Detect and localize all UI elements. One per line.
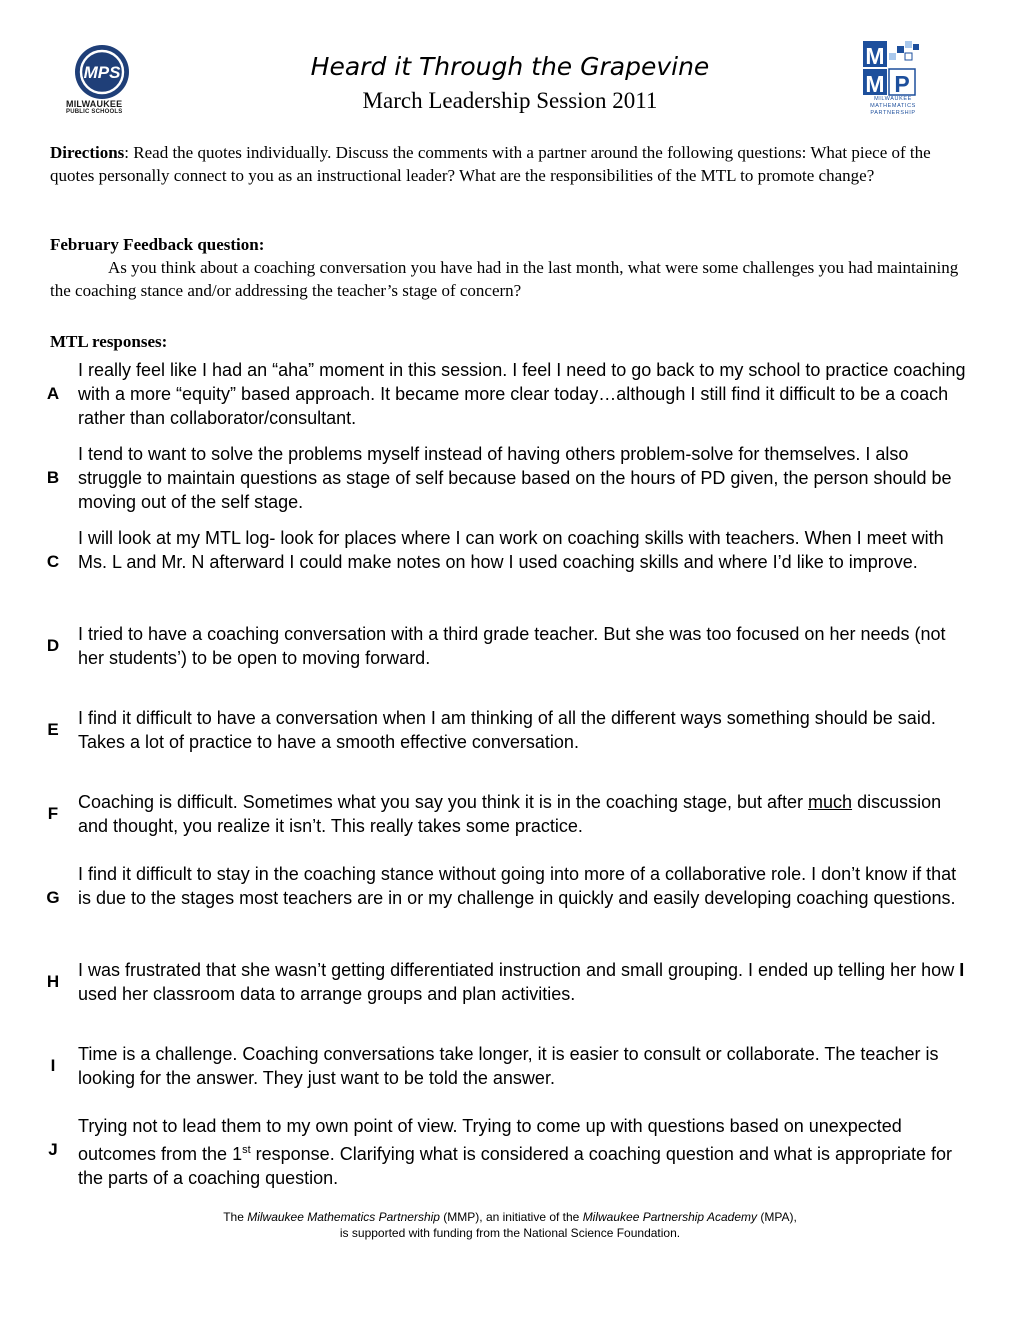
- feedback-heading: February Feedback question:: [50, 235, 265, 254]
- response-letter: E: [47, 720, 59, 739]
- footer: [0, 1209, 1020, 1241]
- response-letter: F: [47, 804, 59, 823]
- mmp-name: Milwaukee Mathematics Partnership: [247, 1210, 440, 1224]
- response-letter: C: [46, 552, 60, 571]
- response-letter: A: [46, 384, 60, 403]
- response-letter: H: [46, 972, 60, 991]
- response-letter: I: [50, 1056, 56, 1075]
- directions-label: Directions: [50, 143, 125, 162]
- response-text: I really feel like I had an “aha” moment in this session. I feel I need to go back to my school to practice coaching with a more “equity” based approach. It became more clear today…although I still find it difficult to be a coach rather than collaborator/consultant.: [78, 360, 966, 428]
- directions-paragraph: [50, 141, 962, 187]
- svg-text:M: M: [865, 43, 885, 69]
- mps-logo-caption: MILWAUKEE PUBLIC SCHOOLS: [66, 99, 123, 116]
- emphasis-bold: I: [959, 960, 965, 980]
- response-letter: G: [46, 888, 60, 907]
- emphasis-underline: much: [808, 792, 853, 812]
- page-subtitle: March Leadership Session 2011: [362, 88, 658, 113]
- responses-heading: MTL responses:: [50, 332, 168, 351]
- response-text: I was frustrated that she wasn’t getting differentiated instruction and small grouping. I ended up telling her how I used her classroom data to arrange groups and plan activities.: [78, 960, 965, 1004]
- ordinal-superscript: st: [242, 1144, 251, 1156]
- response-text: I find it difficult to have a conversation when I am thinking of all the different ways something should be said. Takes a lot of practice to have a smooth effective conversation.: [78, 708, 936, 752]
- response-text: I will look at my MTL log- look for places where I can work on coaching skills with teachers. When I meet with Ms. L and Mr. N afterward I could make notes on how I used coaching skills and where I’d like to improve.: [78, 528, 944, 572]
- mmp-emblem-icon: [860, 40, 926, 96]
- mpa-name: Milwaukee Partnership Academy: [582, 1210, 757, 1224]
- response-text: I tend to want to solve the problems myself instead of having others problem-solve for themselves. I also struggle to maintain questions as stage of self because based on the hours of PD given, the person should be moving out of the self stage.: [78, 444, 952, 512]
- response-text: I tried to have a coaching conversation with a third grade teacher. But she was too focused on her needs (not her students’) to be open to moving forward.: [78, 624, 946, 668]
- response-text: I find it difficult to stay in the coaching stance without going into more of a collaborative role. I don’t know if that is due to the stages most teachers are in or my challenge in quickly and easily developing coaching questions.: [78, 864, 957, 908]
- svg-text:MPS: MPS: [83, 63, 121, 82]
- response-text: Trying not to lead them to my own point of view. Trying to come up with questions based on unexpected outcomes from the 1st response. Clarifying what is considered a coaching question and what is appropriate for the parts of a coaching question.: [78, 1116, 953, 1188]
- response-letter: J: [48, 1140, 58, 1159]
- footer-line1: The Milwaukee Mathematics Partnership (MMP), an initiative of the Milwaukee Partnership Academy (MPA),: [223, 1210, 797, 1224]
- response-text: Coaching is difficult. Sometimes what you say you think it is in the coaching stage, but after much discussion and thought, you realize it isn’t. This really takes some practice.: [78, 792, 942, 836]
- feedback-question: As you think about a coaching conversation you have had in the last month, what were some challenges you had maintaining the coaching stance and/or addressing the teacher’s stage of concern?: [50, 258, 959, 300]
- svg-text:P: P: [894, 71, 910, 96]
- response-text: Time is a challenge. Coaching conversations take longer, it is easier to consult or collaborate. The teacher is looking for the answer. They just want to be told the answer.: [78, 1044, 939, 1088]
- response-letter: D: [46, 636, 60, 655]
- svg-text:M: M: [865, 71, 885, 96]
- response-letter: B: [46, 468, 60, 487]
- page-title: Heard it Through the Grapevine: [310, 52, 710, 81]
- directions-text: : Read the quotes individually. Discuss the comments with a partner around the following questions: What piece of the quotes personally connect to you as an instructional leader? What are the responsibilities of the MTL to promote change?: [50, 143, 931, 185]
- mmp-caption-line1: MILWAUKEE: [874, 96, 912, 102]
- milwaukee-mathematics-partnership-logo: [860, 40, 926, 120]
- mmp-caption-line2: MATHEMATICS: [870, 103, 916, 109]
- mmp-caption-line3: PARTNERSHIP: [870, 110, 916, 116]
- footer-line2: is supported with funding from the National Science Foundation.: [339, 1226, 681, 1240]
